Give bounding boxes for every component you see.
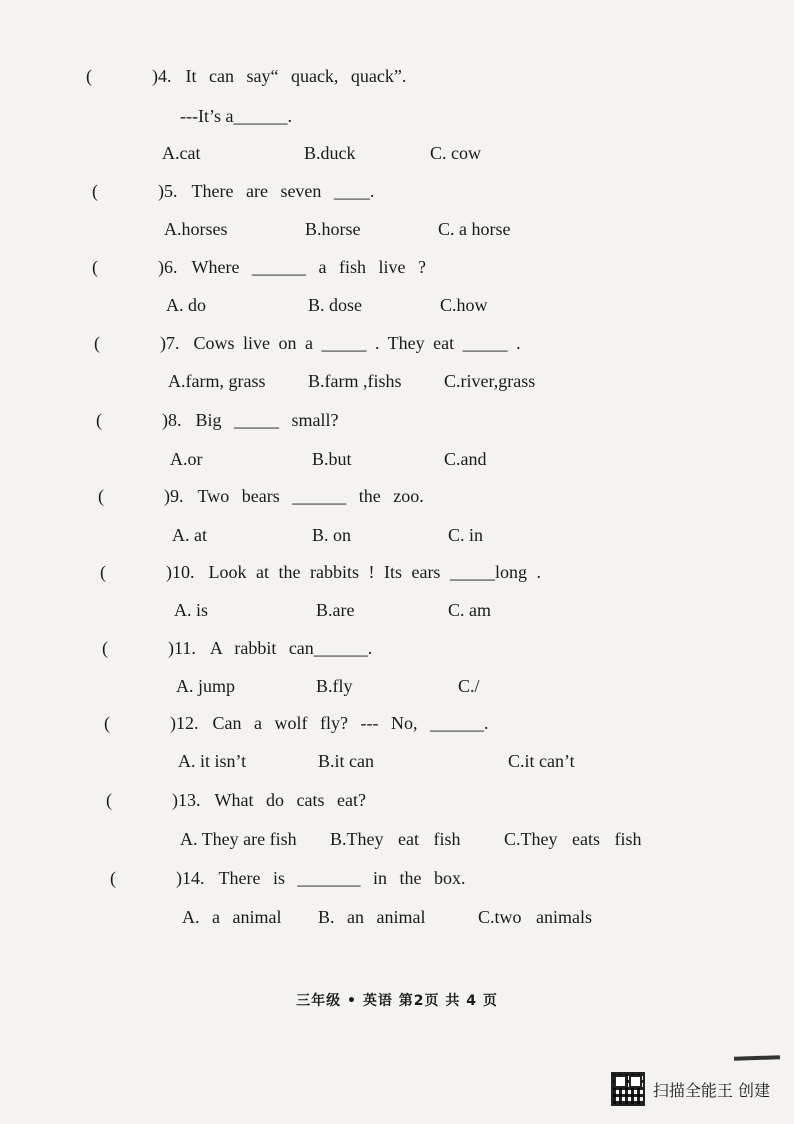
question-number: )13. (172, 790, 201, 810)
option-b[interactable]: B. on (312, 525, 352, 545)
option-b[interactable]: B.duck (304, 143, 356, 163)
question-number: )8. (162, 410, 182, 430)
option-c[interactable]: C.They eats fish (504, 829, 642, 849)
option-a[interactable]: A. jump (176, 676, 236, 696)
question-stem: There are seven ____. (191, 181, 375, 201)
option-b[interactable]: B.horse (305, 219, 361, 239)
answer-blank[interactable]: ( (86, 66, 92, 86)
option-c[interactable]: C./ (458, 676, 480, 696)
question-10 (100, 562, 541, 583)
answer-blank[interactable]: ( (100, 562, 106, 582)
scanner-watermark (611, 1072, 770, 1106)
answer-blank[interactable]: ( (106, 790, 112, 810)
question-stem: It can say“ quack, quack”. (185, 66, 407, 86)
option-c[interactable]: C.two animals (478, 907, 592, 927)
answer-blank[interactable]: ( (92, 257, 98, 277)
question-number: )9. (164, 486, 184, 506)
scan-edge-mark (734, 1055, 780, 1061)
question-stem: Where ______ a fish live ? (191, 257, 426, 277)
option-a[interactable]: A. at (172, 525, 207, 545)
option-b[interactable]: B.fly (316, 676, 353, 696)
question-7 (94, 333, 521, 354)
option-a[interactable]: A. is (174, 600, 209, 620)
option-c[interactable]: C. cow (430, 143, 481, 163)
option-a[interactable]: A. They are fish (180, 829, 297, 849)
question-stem: Two bears ______ the zoo. (197, 486, 424, 506)
option-c[interactable]: C. am (448, 600, 491, 620)
question-stem: Can a wolf fly? --- No, ______. (212, 713, 489, 733)
question-4-subline: ---It’s a______. (180, 106, 292, 126)
option-a[interactable]: A.cat (162, 143, 201, 163)
answer-blank[interactable]: ( (110, 868, 116, 888)
question-number: )10. (166, 562, 195, 582)
question-11 (102, 638, 372, 659)
option-a[interactable]: A. do (166, 295, 206, 315)
question-4 (86, 66, 406, 87)
question-number: )7. (160, 333, 180, 353)
qr-code-icon (611, 1072, 645, 1106)
question-number: )6. (158, 257, 178, 277)
answer-blank[interactable]: ( (92, 181, 98, 201)
answer-blank[interactable]: ( (94, 333, 100, 353)
question-number: )11. (168, 638, 196, 658)
option-b[interactable]: B. dose (308, 295, 362, 315)
question-14 (110, 868, 465, 889)
option-a[interactable]: A.farm, grass (168, 371, 266, 391)
question-number: )14. (176, 868, 205, 888)
page-footer: 三年级 • 英语 第2页 共 4 页 (296, 993, 498, 1009)
question-number: )4. (152, 66, 172, 86)
question-stem: Cows live on a _____ . They eat _____ . (193, 333, 521, 353)
answer-blank[interactable]: ( (98, 486, 104, 506)
option-a[interactable]: A.horses (164, 219, 228, 239)
question-13 (106, 790, 366, 811)
option-c[interactable]: C.and (444, 449, 487, 469)
option-c[interactable]: C. a horse (438, 219, 511, 239)
question-stem: Look at the rabbits ! Its ears _____long . (208, 562, 541, 582)
option-c[interactable]: C.river,grass (444, 371, 536, 391)
answer-blank[interactable]: ( (102, 638, 108, 658)
option-b[interactable]: B.farm ,fishs (308, 371, 402, 391)
option-a[interactable]: A. it isn’t (178, 751, 247, 771)
option-b[interactable]: B.it can (318, 751, 374, 771)
option-b[interactable]: B.They eat fish (330, 829, 461, 849)
option-b[interactable]: B.are (316, 600, 355, 620)
question-9 (98, 486, 424, 507)
option-a[interactable]: A.or (170, 449, 203, 469)
answer-blank[interactable]: ( (96, 410, 102, 430)
option-a[interactable]: A. a animal (182, 907, 282, 927)
option-c[interactable]: C.how (440, 295, 488, 315)
question-number: )5. (158, 181, 178, 201)
question-12 (104, 713, 488, 734)
option-c[interactable]: C.it can’t (508, 751, 575, 771)
scanner-label: 扫描全能王 创建 (652, 1080, 770, 1100)
answer-blank[interactable]: ( (104, 713, 110, 733)
question-stem: What do cats eat? (214, 790, 366, 810)
option-c[interactable]: C. in (448, 525, 484, 545)
option-b[interactable]: B. an animal (318, 907, 426, 927)
question-stem: There is _______ in the box. (218, 868, 466, 888)
question-number: )12. (170, 713, 199, 733)
question-5 (92, 181, 374, 202)
question-8 (96, 410, 339, 431)
question-stem: Big _____ small? (195, 410, 339, 430)
option-b[interactable]: B.but (312, 449, 352, 469)
question-stem: A rabbit can______. (209, 638, 373, 658)
question-6 (92, 257, 426, 278)
